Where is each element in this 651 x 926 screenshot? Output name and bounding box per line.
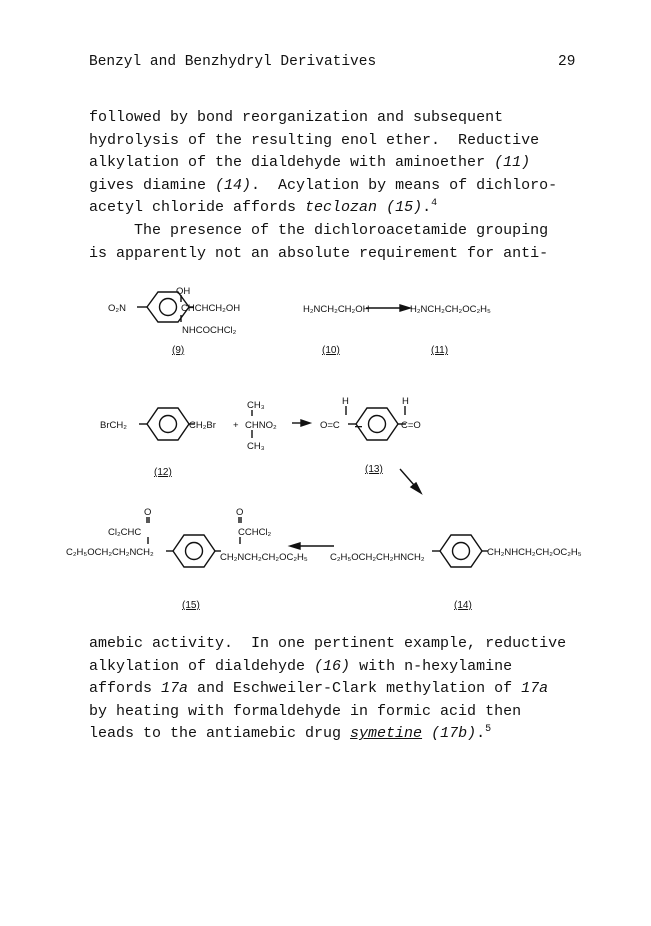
text-line: is apparently not an absolute requirement for anti- xyxy=(89,244,549,262)
text-segment: . xyxy=(476,725,486,743)
compound-ref: (15) xyxy=(377,199,423,217)
benzene-ring-icon xyxy=(356,408,398,440)
nitropropane: CHNO₂ xyxy=(245,420,277,431)
compound-label: (15) xyxy=(182,600,200,611)
text-line: amebic activity. In one pertinent example, reductive xyxy=(89,635,567,652)
aminoethanol-formula: H₂NCH₂CH₂OH xyxy=(303,304,370,315)
drug-name: teclozan xyxy=(305,199,378,217)
text-segment: alkylation of the dialdehyde with aminoether xyxy=(89,154,495,172)
text-line: hydrolysis of the resulting enol ether. Reductive xyxy=(89,131,540,149)
ether-chain-left: C₂H₅OCH₂CH₂NCH₂ xyxy=(66,547,154,558)
text-segment: . Acylation by means of dichloro- xyxy=(251,176,558,194)
text-segment: affords xyxy=(89,680,162,698)
bromomethyl-left: BrCH₂ xyxy=(100,420,127,431)
compound-label: (10) xyxy=(322,345,340,356)
text-segment: leads to the antiamebic drug xyxy=(89,725,351,743)
compound-ref: (11) xyxy=(494,154,531,172)
amine-chain-right: CH₂NHCH₂CH₂OC₂H₅ xyxy=(487,547,582,558)
methyl-bottom: CH₃ xyxy=(247,441,265,452)
text-line xyxy=(89,723,589,746)
text-line xyxy=(89,678,589,701)
benzene-ring-icon xyxy=(440,535,482,567)
dichloroacetyl-right: CCHCl₂ xyxy=(238,527,272,538)
compound-ref: (17b) xyxy=(422,725,477,743)
compound-ref: 17a xyxy=(161,680,189,698)
benzene-ring-icon xyxy=(173,535,215,567)
text-segment: . xyxy=(422,199,432,217)
text-segment: gives diamine xyxy=(89,176,216,194)
text-segment: acetyl chloride affords xyxy=(89,199,306,217)
carbonyl-oxygen: O xyxy=(144,507,152,518)
plus-sign: + xyxy=(233,420,239,431)
compound-label: (12) xyxy=(154,467,172,478)
compound-ref: (14) xyxy=(215,176,252,194)
bromomethyl-right: CH₂Br xyxy=(189,420,216,431)
amide-group: NHCOCHCl₂ xyxy=(182,325,237,336)
benzene-ring-icon xyxy=(147,408,189,440)
text-line: followed by bond reorganization and subsequent xyxy=(89,109,504,126)
dichloroacetyl-left: Cl₂CHC xyxy=(108,527,142,538)
footnote-ref: 4 xyxy=(431,198,438,210)
side-chain: CHCHCH₂OH xyxy=(181,303,241,314)
carbonyl-oxygen: O xyxy=(236,507,244,518)
carbonyl-left: O=C xyxy=(320,420,340,431)
compound-label: (11) xyxy=(431,345,449,356)
text-line: The presence of the dichloroacetamide grouping xyxy=(89,221,549,239)
text-segment: with n-hexylamine xyxy=(350,657,513,675)
amine-chain-left: C₂H₅OCH₂CH₂HNCH₂ xyxy=(330,552,425,563)
text-segment: and Eschweiler-Clark methylation of xyxy=(188,680,522,698)
nitro-group: O₂N xyxy=(108,303,126,314)
running-title: Benzyl and Benzhydryl Derivatives xyxy=(89,54,377,70)
aldehyde-hydrogen: H xyxy=(342,396,349,407)
paragraph-2 xyxy=(89,633,589,746)
text-line xyxy=(89,656,589,679)
drug-name: symetine xyxy=(350,725,423,743)
text-segment: alkylation of dialdehyde xyxy=(89,657,315,675)
aminoether-formula: H₂NCH₂CH₂OC₂H₅ xyxy=(410,304,491,315)
aldehyde-hydrogen: H xyxy=(402,396,409,407)
carbonyl-right: C=O xyxy=(401,420,421,431)
compound-ref: 17a xyxy=(521,680,549,698)
compound-ref: (16) xyxy=(314,657,351,675)
compound-label: (13) xyxy=(365,464,383,475)
ether-chain-right: CH₂NCH₂CH₂OC₂H₅ xyxy=(220,552,308,563)
page-number: 29 xyxy=(558,54,576,70)
hydroxyl-group: OH xyxy=(176,286,191,297)
methyl-top: CH₃ xyxy=(247,400,265,411)
compound-label: (14) xyxy=(454,600,472,611)
footnote-ref: 5 xyxy=(485,724,492,736)
text-line: by heating with formaldehyde in formic acid then xyxy=(89,702,522,720)
compound-label: (9) xyxy=(172,345,185,356)
